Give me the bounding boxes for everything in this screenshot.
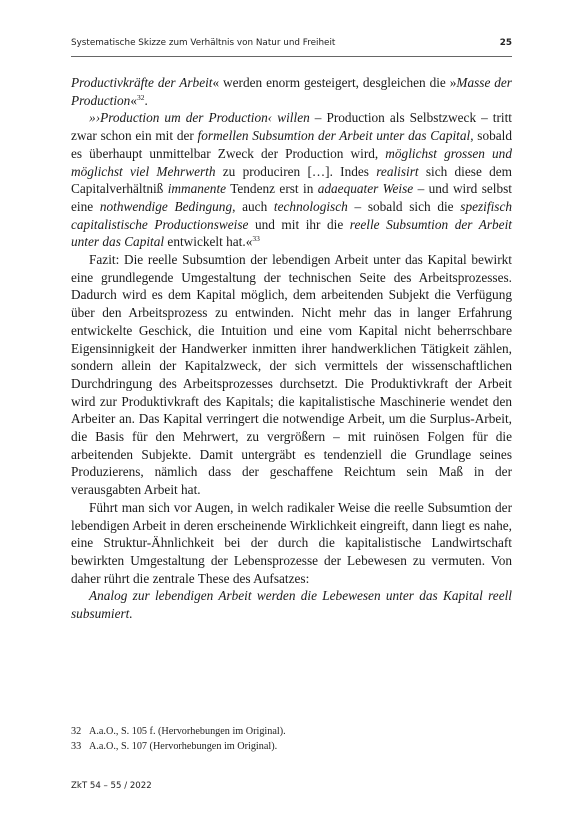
- footnote-text: A.a.O., S. 105 f. (Hervorhebungen im Original).: [89, 726, 286, 737]
- header-rule: [71, 56, 512, 57]
- paragraph-5-thesis: [71, 587, 512, 622]
- text-run: zu produciren […]. Indes: [215, 163, 377, 179]
- footnote-number: 33: [71, 741, 82, 752]
- emphasis: spezifisch capitalistische Productionsweise: [71, 198, 512, 232]
- footnote-ref-32[interactable]: 32: [137, 92, 145, 102]
- emphasis: reelle Subsumtion der Arbeit unter das Capital: [71, 216, 512, 250]
- text-run: sich diese dem Capitalverhältniß: [71, 163, 513, 197]
- paragraph-4: Führt man sich vor Augen, in welch radikaler Weise die reelle Subsumtion der lebendigen Arbeit in deren erscheinende Wirklichkeit eingreift, dann liegt es nahe, eine Struktur-Ähnlichkeit bei der durch die kapitalistische Landwirtschaft bewirkten Umgestaltung der Lebensprozesse der Lebewesen zu vermuten. Von daher rührt die zentrale These des Aufsatzes:: [71, 499, 512, 586]
- running-header: [71, 38, 512, 52]
- emphasis: realisirt: [376, 163, 419, 179]
- paragraph-3: Fazit: Die reelle Subsumtion der lebendigen Arbeit unter das Kapital bewirkt eine grundlegende Umgestaltung der technischen Seite des Arbeitsprozesses. Dadurch wird es dem Kapital möglich, dem arbeitenden Subjekt die Verfügung über den Arbeitsprozess zu entwinden. Nicht mehr das in langer Erfahrung entwickelte Geschick, die Intuition und eine vom Kapital nicht beherrschbare Eigensinnigkeit der Handwerker inmitten ihrer handwerklichen Tätigkeit zählen, sondern allein der Kapitalzweck, der sich vermittels der wissenschaftlichen Durchdringung des Arbeitsprozesses durchsetzt. Die Produktivkraft der Arbeit wird zur Produktivkraft des Kapitals; die kapitalistische Maschinerie wendet den Arbeiter an. Das Kapital verringert die notwendige Arbeit, um die Surplus-Arbeit, die Basis für den Mehrwert, zu vergrößern – mit ruinösen Folgen für die arbeitenden Subjekte. Damit untergräbt es tendenziell die Grundlage seines Produzierens, nämlich dass der geschaffene Reichtum sein Maß in der verausgabten Arbeit hat.: [71, 252, 512, 498]
- text-run: « werden enorm gesteigert, desgleichen die »: [212, 75, 457, 90]
- emphasis: technologisch: [273, 198, 348, 214]
- text-run: – und wird selbst eine: [71, 181, 513, 214]
- text-run: , sobald es überhaupt unmittelbar Zweck der Production wird,: [71, 128, 512, 161]
- page-number: 25: [499, 38, 512, 48]
- text-run: entwickelt hat.«: [164, 234, 253, 250]
- text-run: – Production als Selbstzweck – tritt zwar schon ein mit der: [71, 110, 513, 144]
- footnote-32: [71, 724, 512, 739]
- footnote-ref-33[interactable]: 33: [252, 234, 260, 244]
- emphasis: immanente: [167, 181, 227, 197]
- emphasis: »›Production um der Production‹ willen: [89, 110, 310, 126]
- footnotes: [71, 724, 512, 754]
- text-run: und mit ihr die: [248, 216, 350, 232]
- footnote-33: [71, 739, 512, 754]
- emphasis: nothwendige Bedingung: [99, 198, 233, 214]
- text-run: «: [130, 92, 137, 108]
- footnote-text: A.a.O., S. 107 (Hervorhebungen im Original).: [89, 741, 278, 752]
- text-run: .: [144, 92, 148, 108]
- emphasis: adaequater Weise: [317, 181, 414, 197]
- body-text: [71, 74, 512, 623]
- emphasis: formellen Subsumtion der Arbeit unter das Capital: [197, 128, 471, 144]
- paragraph-2-quote: [71, 109, 512, 251]
- footnote-number: 32: [71, 726, 82, 737]
- text-run: Tendenz erst in: [226, 181, 318, 197]
- text-run: , auch: [232, 198, 274, 214]
- emphasis: Productivkräfte der Arbeit: [71, 75, 213, 90]
- emphasis: möglichst grossen und möglichst viel Mehrwerth: [71, 145, 512, 179]
- page-footer: ZkT 54 – 55 / 2022: [71, 781, 152, 791]
- text-run: – sobald sich die: [347, 198, 461, 214]
- running-title: Systematische Skizze zum Verhältnis von Natur und Freiheit: [71, 38, 336, 48]
- emphasis: Masse der Production: [71, 75, 512, 108]
- paragraph-1: [71, 74, 512, 109]
- thesis-text: Analog zur lebendigen Arbeit werden die Lebewesen unter das Kapital reell subsumiert.: [71, 588, 512, 622]
